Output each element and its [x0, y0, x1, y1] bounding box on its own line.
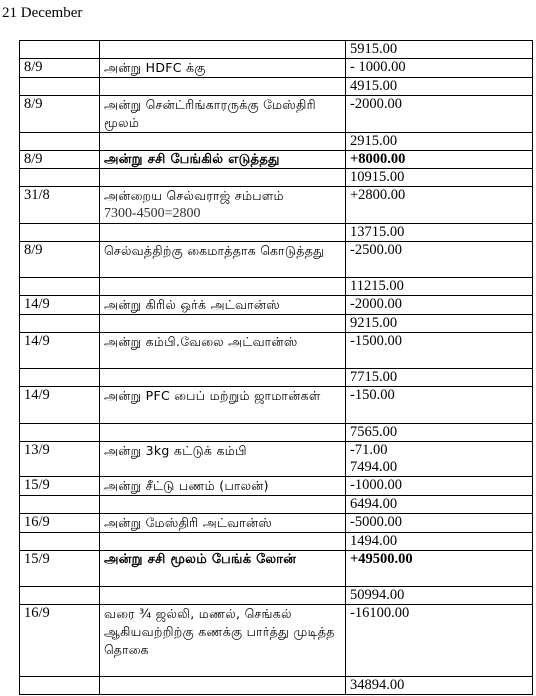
- entry-description-cell: [100, 424, 346, 442]
- entry-amount: 1494.00: [350, 533, 398, 549]
- entry-date: [20, 677, 100, 695]
- entry-amount-cell: [346, 133, 533, 151]
- entry-amount: +8000.00: [350, 151, 406, 167]
- entry-amount: 13715.00: [350, 224, 405, 240]
- entry-description-cell: [100, 533, 346, 551]
- table-row: [20, 133, 533, 151]
- table-row: [20, 333, 533, 369]
- entry-date: [20, 533, 100, 551]
- entry-description-cell: [100, 605, 346, 677]
- table-row: [20, 315, 533, 333]
- entry-date: [20, 169, 100, 187]
- entry-description: செல்வத்திற்கு கைமாத்தாக கொடுத்தது: [104, 243, 325, 258]
- running-balance: 7494.00: [350, 459, 398, 475]
- entry-amount-cell: [346, 677, 533, 695]
- entry-amount: 9215.00: [350, 315, 398, 331]
- entry-description-cell: [100, 387, 346, 424]
- entry-description-cell: [100, 41, 346, 59]
- table-row: [20, 369, 533, 387]
- entry-amount-cell: [346, 369, 533, 387]
- entry-amount: -150.00: [350, 387, 395, 403]
- entry-date: [20, 424, 100, 442]
- entry-description-cell: [100, 496, 346, 514]
- entry-description-cell: [100, 315, 346, 333]
- entry-description-cell: [100, 369, 346, 387]
- entry-description: அன்று PFC பைப் மற்றும் ஜாமான்கள்: [104, 388, 321, 403]
- table-row: [20, 151, 533, 169]
- entry-description: அன்று 3kg கட்டுக் கம்பி: [104, 443, 247, 458]
- entry-date: [20, 278, 100, 296]
- entry-amount-cell: [346, 315, 533, 333]
- entry-description: அன்று HDFC க்கு: [104, 60, 206, 75]
- entry-date: [20, 369, 100, 387]
- entry-description-cell: [100, 187, 346, 224]
- entry-date: 16/9: [20, 605, 100, 677]
- entry-calculation: 7300-4500=2800: [104, 206, 201, 221]
- entry-amount: +49500.00: [350, 551, 413, 567]
- entry-description: அன்று சசி மூலம் பேங்க் லோன்: [104, 552, 297, 567]
- table-row: [20, 677, 533, 695]
- ledger-table: [19, 40, 533, 695]
- entry-date: 15/9: [20, 551, 100, 587]
- entry-description-cell: [100, 296, 346, 315]
- entry-amount-cell: [346, 96, 533, 133]
- entry-description-cell: [100, 224, 346, 242]
- entry-description-cell: [100, 151, 346, 169]
- entry-amount-cell: [346, 477, 533, 496]
- table-row: [20, 477, 533, 496]
- entry-amount-cell: [346, 551, 533, 587]
- entry-amount: -71.00: [350, 442, 388, 458]
- entry-description-cell: [100, 551, 346, 587]
- table-row: [20, 278, 533, 296]
- entry-date: 8/9: [20, 59, 100, 78]
- entry-date: 14/9: [20, 333, 100, 369]
- table-row: [20, 187, 533, 224]
- entry-amount-cell: [346, 387, 533, 424]
- entry-description-cell: [100, 514, 346, 533]
- entry-date: 8/9: [20, 242, 100, 278]
- entry-amount-cell: [346, 533, 533, 551]
- entry-description-cell: [100, 333, 346, 369]
- entry-amount-cell: [346, 442, 533, 477]
- entry-description-cell: [100, 677, 346, 695]
- entry-amount: -2500.00: [350, 242, 402, 258]
- entry-date: [20, 41, 100, 59]
- page-heading: 21 December: [2, 5, 83, 21]
- entry-amount-cell: [346, 151, 533, 169]
- table-row: [20, 169, 533, 187]
- entry-description: அன்று கம்பி.வேலை அட்வான்ஸ்: [104, 334, 298, 349]
- entry-description: அன்று மேஸ்திரி அட்வான்ஸ்: [104, 515, 273, 530]
- table-row: [20, 387, 533, 424]
- entry-amount: 6494.00: [350, 496, 398, 512]
- entry-amount: - 1000.00: [350, 59, 406, 75]
- table-row: [20, 514, 533, 533]
- entry-amount-cell: [346, 587, 533, 605]
- entry-amount: -1500.00: [350, 333, 402, 349]
- table-row: [20, 605, 533, 677]
- entry-amount: 2915.00: [350, 133, 398, 149]
- entry-amount-cell: [346, 605, 533, 677]
- entry-amount-cell: [346, 514, 533, 533]
- entry-amount-cell: [346, 496, 533, 514]
- entry-description-cell: [100, 169, 346, 187]
- entry-date: [20, 587, 100, 605]
- entry-description: அன்று சென்ட்ரிங்காரருக்கு மேஸ்திரி மூலம்: [104, 97, 316, 130]
- entry-date: 13/9: [20, 442, 100, 477]
- entry-amount: 10915.00: [350, 169, 405, 185]
- entry-date: [20, 315, 100, 333]
- entry-date: 8/9: [20, 96, 100, 133]
- entry-amount: 7715.00: [350, 369, 398, 385]
- entry-description: அன்று சீட்டு பணம் (பாலன்): [104, 478, 269, 493]
- table-row: [20, 242, 533, 278]
- entry-amount-cell: [346, 424, 533, 442]
- entry-description: அன்றைய செல்வராஜ் சம்பளம்: [104, 188, 284, 203]
- table-row: [20, 96, 533, 133]
- entry-amount-cell: [346, 78, 533, 96]
- entry-amount: 5915.00: [350, 41, 398, 57]
- entry-description-cell: [100, 477, 346, 496]
- entry-date: 16/9: [20, 514, 100, 533]
- entry-amount-cell: [346, 242, 533, 278]
- entry-amount-cell: [346, 333, 533, 369]
- entry-amount: +2800.00: [350, 187, 406, 203]
- table-row: [20, 551, 533, 587]
- entry-amount: -2000.00: [350, 296, 402, 312]
- entry-amount-cell: [346, 169, 533, 187]
- entry-date: [20, 496, 100, 514]
- entry-amount: -16100.00: [350, 605, 410, 621]
- entry-amount-cell: [346, 296, 533, 315]
- entry-description: அன்று சசி பேங்கில் எடுத்தது: [104, 152, 280, 167]
- entry-description-cell: [100, 242, 346, 278]
- table-row: [20, 424, 533, 442]
- table-row: [20, 41, 533, 59]
- entry-description: வரை ¾ ஜல்லி, மணல், செங்கல் ஆகியவற்றிற்கு கணக்கு பார்த்து முடித்த தொகை: [104, 606, 335, 657]
- entry-description-cell: [100, 442, 346, 477]
- table-row: [20, 224, 533, 242]
- entry-amount: 7565.00: [350, 424, 398, 440]
- table-row: [20, 587, 533, 605]
- entry-description-cell: [100, 587, 346, 605]
- table-row: [20, 78, 533, 96]
- entry-amount-cell: [346, 41, 533, 59]
- entry-amount: 4915.00: [350, 78, 398, 94]
- entry-date: 15/9: [20, 477, 100, 496]
- entry-amount: 50994.00: [350, 587, 405, 603]
- table-row: [20, 442, 533, 477]
- entry-amount-cell: [346, 59, 533, 78]
- entry-date: 8/9: [20, 151, 100, 169]
- entry-amount-cell: [346, 224, 533, 242]
- entry-description-cell: [100, 59, 346, 78]
- entry-description-cell: [100, 133, 346, 151]
- entry-description: அன்று கிரில் ஒர்க் அட்வான்ஸ்: [104, 297, 280, 312]
- entry-description-cell: [100, 78, 346, 96]
- entry-amount: -1000.00: [350, 477, 402, 493]
- entry-amount: 34894.00: [350, 677, 405, 693]
- entry-date: [20, 224, 100, 242]
- entry-date: [20, 78, 100, 96]
- table-row: [20, 533, 533, 551]
- table-row: [20, 59, 533, 78]
- entry-description-cell: [100, 96, 346, 133]
- entry-description-cell: [100, 278, 346, 296]
- ledger-body: [20, 41, 533, 695]
- table-row: [20, 496, 533, 514]
- entry-date: 31/8: [20, 187, 100, 224]
- entry-amount-cell: [346, 187, 533, 224]
- entry-amount: -2000.00: [350, 96, 402, 112]
- entry-amount: -5000.00: [350, 514, 402, 530]
- table-row: [20, 296, 533, 315]
- entry-date: 14/9: [20, 296, 100, 315]
- entry-amount-cell: [346, 278, 533, 296]
- entry-date: [20, 133, 100, 151]
- entry-date: 14/9: [20, 387, 100, 424]
- entry-amount: 11215.00: [350, 278, 404, 294]
